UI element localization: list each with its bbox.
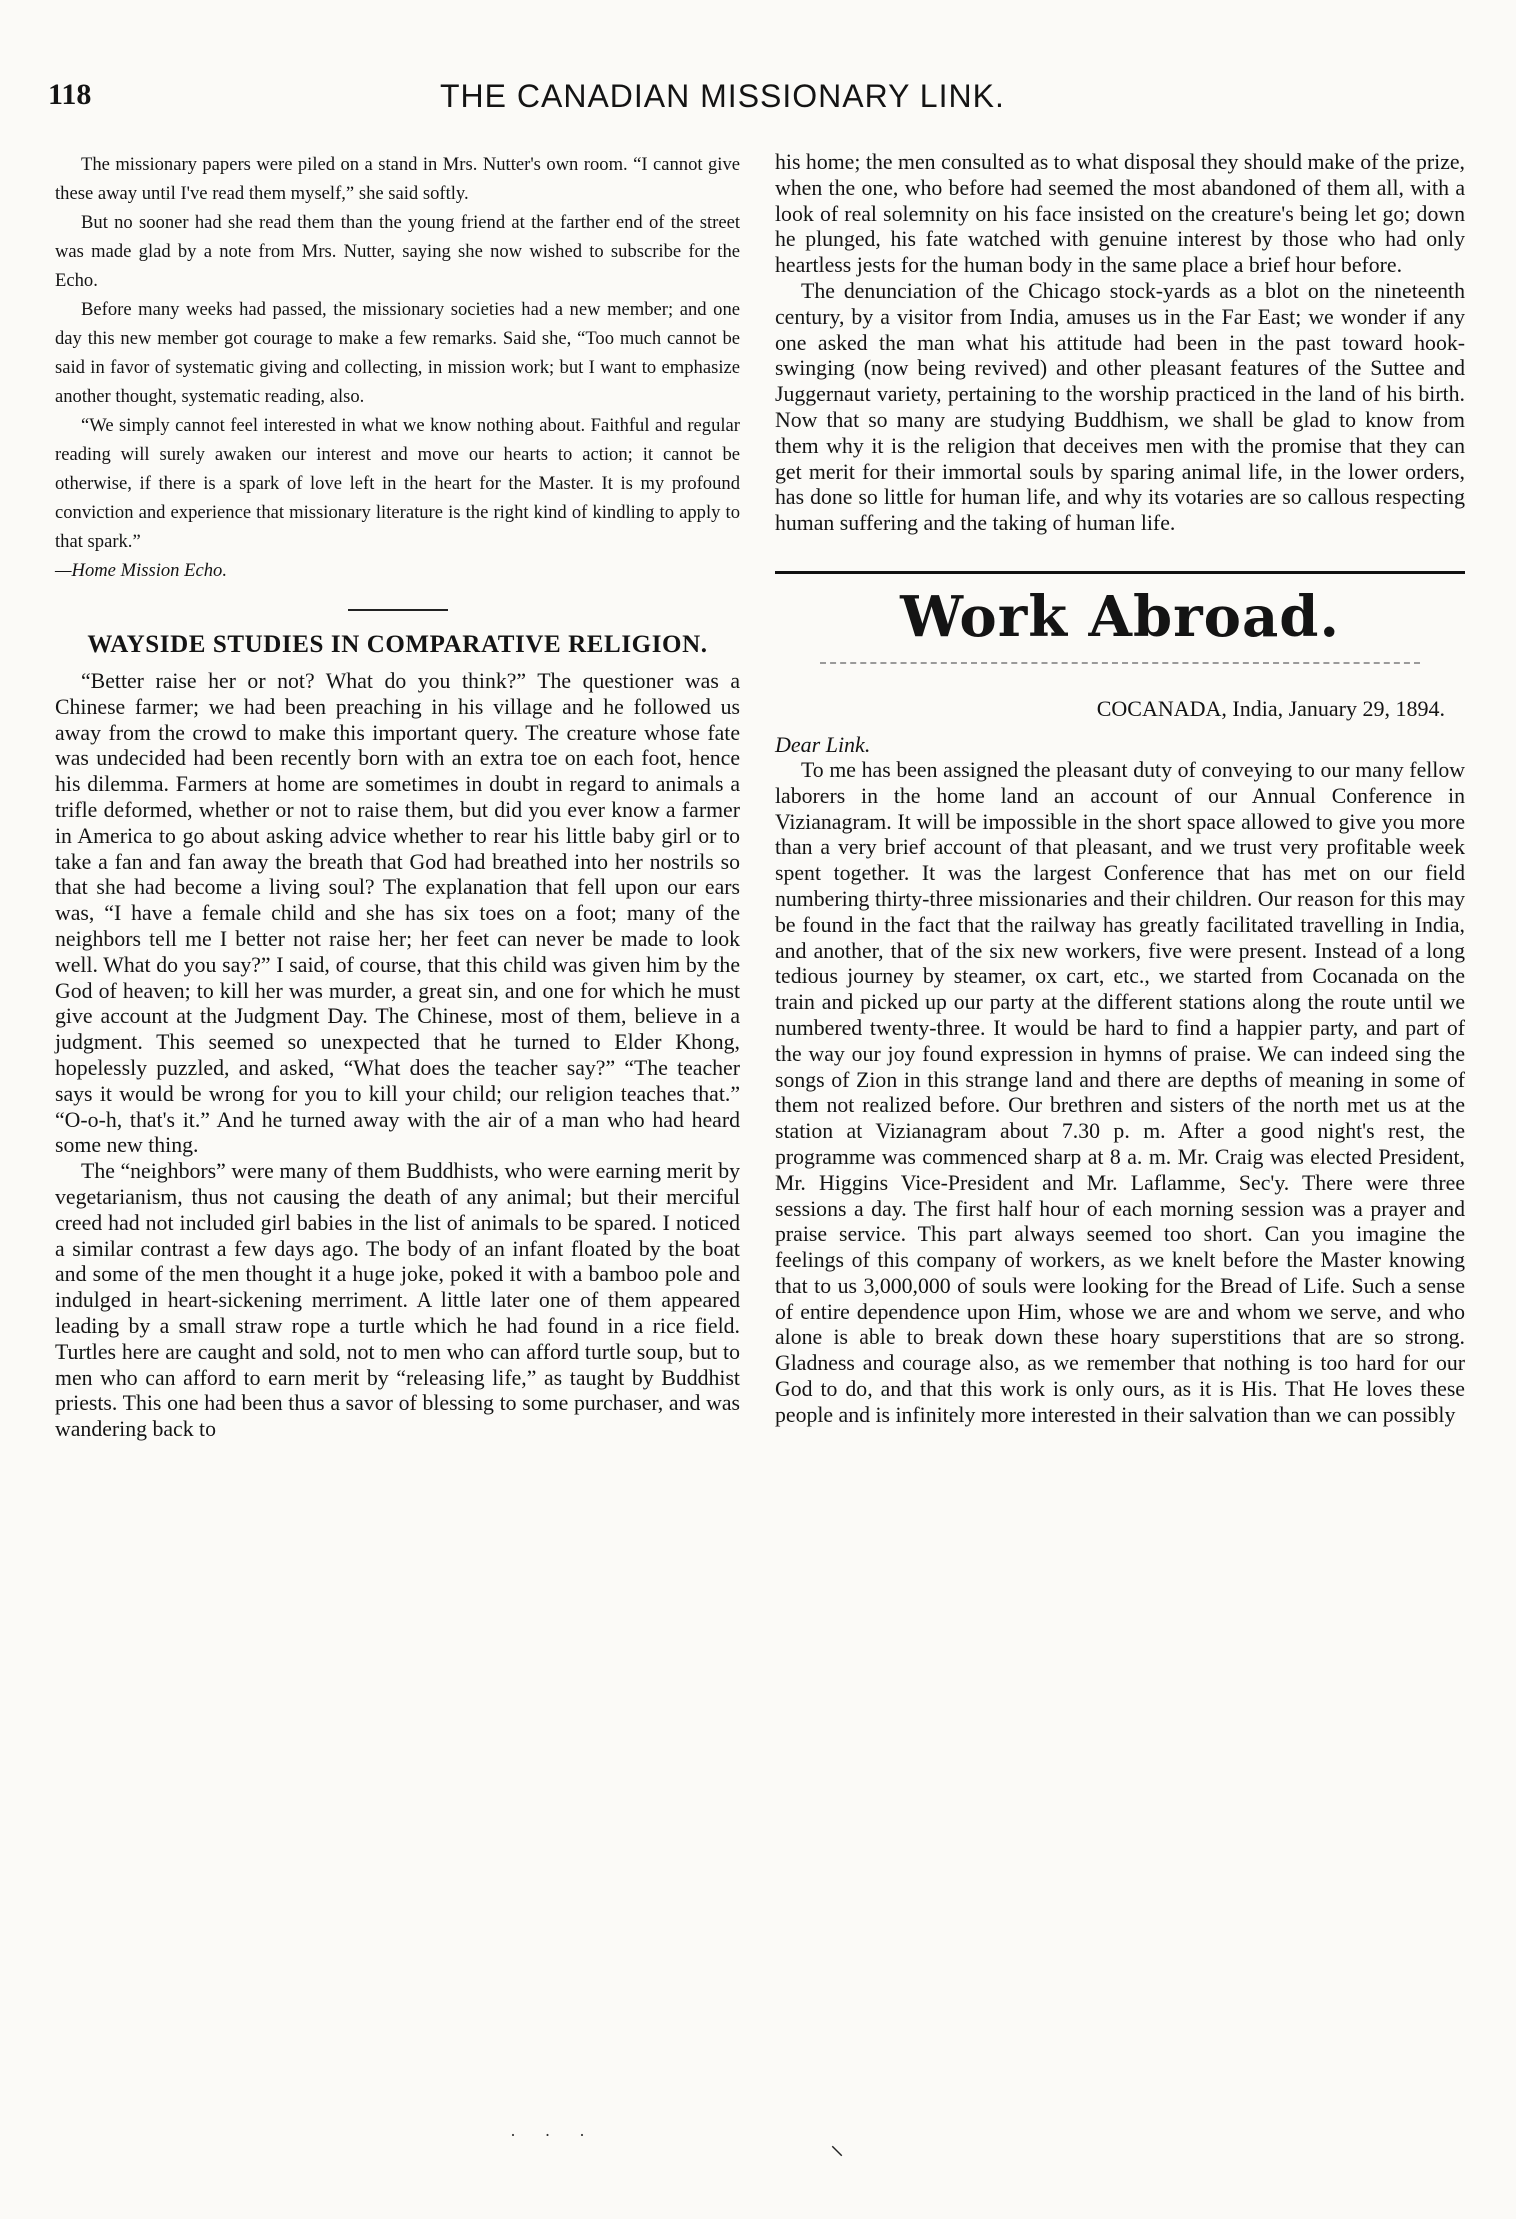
letter-article <box>775 758 1465 1429</box>
right-column <box>775 150 1465 1429</box>
section-heading: WAYSIDE STUDIES IN COMPARATIVE RELIGION. <box>87 631 708 658</box>
reprinted-article <box>55 150 740 585</box>
salutation: Dear Link. <box>775 731 871 757</box>
paragraph: The missionary papers were piled on a stand in Mrs. Nutter's own room. “I cannot give these away until I've read them myself,” she said softly. <box>55 154 740 204</box>
wayside-article <box>55 669 740 1443</box>
running-title: THE CANADIAN MISSIONARY LINK. <box>440 78 1005 114</box>
paragraph: “We simply cannot feel interested in what we know nothing about. Faithful and regular reading will surely awaken our interest and move our hearts to action; it cannot be otherwise, if there is a spark of love left in the heart for the Master. It is my profound conviction and experience that missionary literature is the right kind of kindling to apply to that spark.” <box>55 415 740 552</box>
paragraph: his home; the men consulted as to what disposal they should make of the prize, when the one, who before had seemed the most abandoned of them all, with a look of real solemnity on his face insisted on the creature's being let go; down he plunged, his fate watched with genuine interest by those who had only heartless jests for the human body in the same place a brief hour before. <box>775 150 1465 278</box>
paragraph: “Better raise her or not? What do you think?” The questioner was a Chinese farmer; we had been preaching in his village and he followed us away from the crowd to make this important query. The creature whose fate was undecided had been recently born with an extra toe on each foot, hence his dilemma. Farmers at home are sometimes in doubt in regard to animals a trifle deformed, whether or not to raise them, but did you ever know a farmer in America to go about asking advice whether to rear his little baby girl or to take a fan and fan away the breath that God had breathed into her nostrils so that she had become a living soul? The explanation that fell upon our ears was, “I have a female child and she has six toes on a foot; many of the neighbors tell me I better not raise her; her feet can never be made to look well. What do you say?” I said, of course, that this child was given him by the God of heaven; to kill her was murder, a great sin, and one for which he must give account at the Judgment Day. The Chinese, most of them, believe in a judgment. This seemed so unexpected that he turned to Elder Khong, hopelessly puzzled, and asked, “What does the teacher say?” “The teacher says it would be wrong for you to kill your child; our religion teaches that.” “O-o-h, that's it.” And he turned away with the air of a man who had heard some new thing. <box>55 669 740 1158</box>
paragraph: But no sooner had she read them than the young friend at the farther end of the street was made glad by a note from Mrs. Nutter, saying she now wished to subscribe for the Echo. <box>55 212 740 291</box>
continued-article <box>775 150 1465 537</box>
paragraph: Before many weeks had passed, the missionary societies had a new member; and one day this new member got courage to make a few remarks. Said she, “Too much cannot be said in favor of systematic giving and collecting, in mission work; but I want to emphasize another thought, systematic reading, also. <box>55 299 740 407</box>
section-banner: Work Abroad. <box>900 583 1340 650</box>
paragraph: The denunciation of the Chicago stock-yards as a blot on the nineteenth century, by a visitor from India, amuses us in the Far East; we wonder if any one asked the man what his attitude had been in the past toward hook-swinging (now being revived) and other pleasant features of the Suttee and Juggernaut variety, pertaining to the worship practiced in the land of his birth. Now that so many are studying Buddhism, we shall be glad to know from them why it is the religion that deceives men with the promise that they can get merit for their immortal souls by sparing animal life, in the lower orders, has done so little for human life, and why its votaries are so callous respecting human suffering and the taking of human life. <box>775 278 1465 536</box>
dateline: COCANADA, India, January 29, 1894. <box>1096 695 1445 721</box>
section-rule <box>775 571 1465 574</box>
print-mark: ⸜ <box>830 2130 845 2161</box>
source-signature: —Home Mission Echo. <box>55 560 227 581</box>
print-specks: · · · <box>510 2125 597 2145</box>
left-column <box>55 150 740 1443</box>
paragraph: To me has been assigned the pleasant duty of conveying to our many fellow laborers in the home land an account of our Annual Conference in Vizianagram. It will be impossible in the short space allowed to give you more than a very brief account of that pleasant, and we trust very profitable week spent together. It was the largest Conference that has met on our field numbering thirty-three missionaries and their children. Our reason for this may be found in the fact that the railway has greatly facilitated travelling in India, and another, that of the six new workers, five were present. Instead of a long tedious journey by steamer, ox cart, etc., we started from Cocanada on the train and picked up our party at the different stations along the route until we numbered twenty-three. It would be hard to find a happier party, and part of the way our joy found expression in hymns of praise. We can indeed sing the songs of Zion in this strange land and there are depths of meaning in some of them not realized before. Our brethren and sisters of the north met us at the station at Vizianagram about 7.30 p. m. After a good night's rest, the programme was commenced sharp at 8 a. m. Mr. Craig was elected President, Mr. Higgins Vice-President and Mr. Laflamme, Sec'y. There were three sessions a day. The first half hour of each morning session was a prayer and praise service. This part always seemed too short. Can you imagine the feelings of this company of workers, as we knelt before the Master knowing that to us 3,000,000 of souls were looking for the Bread of Life. Such a sense of entire dependence upon Him, whose we are and whom we serve, and who alone is able to break down these hoary superstitions that are so strong. Gladness and courage also, as we remember that nothing is too hard for our God to do, and that this work is only ours, as it is His. That He loves these people and is infinitely more interested in their salvation than we can possibly <box>775 757 1465 1427</box>
page-number: 118 <box>48 78 92 111</box>
decorative-dashes <box>820 662 1420 666</box>
separator-rule <box>348 609 448 611</box>
paragraph: The “neighbors” were many of them Buddhists, who were earning merit by vegetarianism, thus not causing the death of any animal; but their merciful creed had not included girl babies in the list of animals to be spared. I noticed a similar contrast a few days ago. The body of an infant floated by the boat and some of the men thought it a huge joke, poked it with a bamboo pole and indulged in heart-sickening merriment. A little later one of them appeared leading by a small straw rope a turtle which he had found in a rice field. Turtles here are caught and sold, not to men who can afford turtle soup, but to men who can afford to earn merit by “releasing life,” as taught by Buddhist priests. This one had been thus a savor of blessing to some purchaser, and was wandering back to <box>55 1159 740 1442</box>
